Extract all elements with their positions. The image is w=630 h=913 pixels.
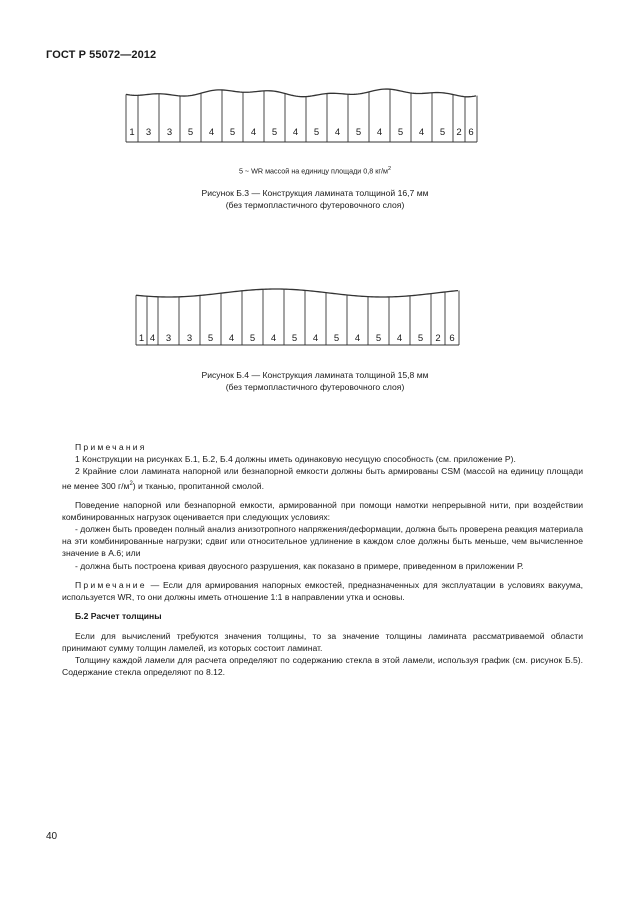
note-2-sup: 2 <box>129 480 133 487</box>
page-number: 40 <box>46 831 58 842</box>
figure-b3-layer-label: 5 <box>187 127 194 138</box>
figure-b4-caption-line2: (без термопластичного футеровочного слоя) <box>225 382 405 392</box>
figure-b4-layer-label: 4 <box>228 333 235 344</box>
figure-b3-layer-label: 2 <box>456 127 462 138</box>
figure-b4-layer-label: 4 <box>270 333 277 344</box>
figure-b4-layer-label: 2 <box>435 333 441 344</box>
figure-b3-legend <box>0 163 630 177</box>
figure-b4-layer-label: 1 <box>138 333 145 344</box>
note-wr-label: Примечание <box>75 579 147 590</box>
figure-b3-layer-label: 5 <box>397 127 404 138</box>
figure-b3-layer-label: 4 <box>208 127 215 138</box>
figure-b4-layer-label: 4 <box>354 333 361 344</box>
figure-b3-layer-label: 4 <box>250 127 257 138</box>
figure-b3-legend-text: 5 ~ WR массой на единицу площади 0,8 кг/м <box>238 166 388 176</box>
figure-b3-layer-label: 1 <box>129 127 135 138</box>
body-text <box>62 441 583 678</box>
figure-b3-layer-label: 5 <box>271 127 278 138</box>
figure-b4-layer-label: 5 <box>333 333 340 344</box>
note-2 <box>62 465 583 491</box>
figure-b4-caption <box>0 369 630 393</box>
bullet-2: - должна быть построена кривая двуосного разрушения, как показано в примере, приведенном в приложении Р. <box>75 560 524 571</box>
figure-b4-layer-label: 4 <box>149 333 156 344</box>
figure-b3-layer-label: 3 <box>145 127 152 138</box>
figure-b3-caption-line1: Рисунок Б.3 — Конструкция ламината толщиной 16,7 мм <box>201 188 429 198</box>
figure-b4-caption-line1: Рисунок Б.4 — Конструкция ламината толщиной 15,8 мм <box>201 370 429 380</box>
figure-b4-layer-label: 4 <box>312 333 319 344</box>
figure-b4-layer-label: 5 <box>375 333 382 344</box>
note-1: 1 Конструкции на рисунках Б.1, Б.2, Б.4 должны иметь одинаковую несущую способность (см. приложение Р). <box>75 454 516 465</box>
figure-b4-layer-label: 5 <box>249 333 256 344</box>
figure-b4-diagram <box>136 283 492 349</box>
figure-b3-layer-label: 4 <box>376 127 383 138</box>
figure-b4-layer-label: 6 <box>449 333 455 344</box>
section-b2-para-1: Если для вычислений требуются значения толщины, то за значение толщины ламината рассматриваемой области принимают сумму толщин ламелей, из которых состоит ламинат. <box>62 630 583 653</box>
note-2-text-b: ) и тканью, пропитанной смолой. <box>132 480 264 491</box>
figure-b4-layer-label: 5 <box>207 333 214 344</box>
figure-b3-top-surface <box>126 89 476 97</box>
figure-b3-caption-line2: (без термопластичного футеровочного слоя) <box>225 200 405 210</box>
figure-b3-layer-label: 5 <box>355 127 362 138</box>
figure-b3-layer-label: 4 <box>418 127 425 138</box>
figure-b3-layer-label: 5 <box>313 127 320 138</box>
figure-b4-layer-label: 4 <box>396 333 403 344</box>
note-wr-text: — Если для армирования напорных емкостей, предназначенных для эксплуатации в условиях вакуума, используется WR, то они должны иметь отношение 1:1 в направлении утка и основы. <box>62 579 583 603</box>
figure-b3-caption <box>0 187 630 211</box>
note-wr <box>62 579 583 603</box>
figure-b3-diagram <box>126 84 506 144</box>
section-b2-heading: Б.2 Расчет толщины <box>75 611 162 622</box>
figure-b3-layer-label: 4 <box>292 127 299 138</box>
figure-b3-layer-label: 5 <box>439 127 446 138</box>
figure-b4-layer-label: 5 <box>417 333 424 344</box>
notes-heading: Примечания <box>75 442 147 452</box>
figure-b4-layer-label: 3 <box>165 333 172 344</box>
bullet-1: - должен быть проведен полный анализ анизотропного напряжения/деформации, должна быть проверена реакция материала на эти комбинированные нагрузки; сдвиг или относительное удлинение в каждом слое должны быть меньше, чем вычисленное значение в А.6; или <box>62 524 583 559</box>
figure-b4-svg <box>136 283 492 349</box>
note-2-text-a: 2 Крайние слои ламината напорной или безнапорной емкости должны быть армированы CSM (массой на единицу площади не менее 300 г/м <box>62 466 583 491</box>
figure-b3-svg <box>126 84 506 144</box>
figure-b4-layer-label: 3 <box>186 333 193 344</box>
figure-b3-layer-label: 5 <box>229 127 236 138</box>
paragraph-behavior: Поведение напорной или безнапорной емкости, армированной при помощи намотки непрерывной нити, при воздействии комбинированных нагрузок оценивается при следующих условиях: <box>62 499 583 522</box>
figure-b3-layer-label: 6 <box>468 127 474 138</box>
figure-b4-layer-label: 5 <box>291 333 298 344</box>
figure-b3-legend-sup: 2 <box>388 166 392 172</box>
section-b2-para-2: Толщину каждой ламели для расчета определяют по содержанию стекла в этой ламели, используя график (см. рисунок Б.5). Содержание стекла определяют по 8.12. <box>62 654 583 678</box>
document-header: ГОСТ Р 55072—2012 <box>46 49 157 61</box>
figure-b3-layer-label: 4 <box>334 127 341 138</box>
figure-b3-layer-label: 3 <box>166 127 173 138</box>
